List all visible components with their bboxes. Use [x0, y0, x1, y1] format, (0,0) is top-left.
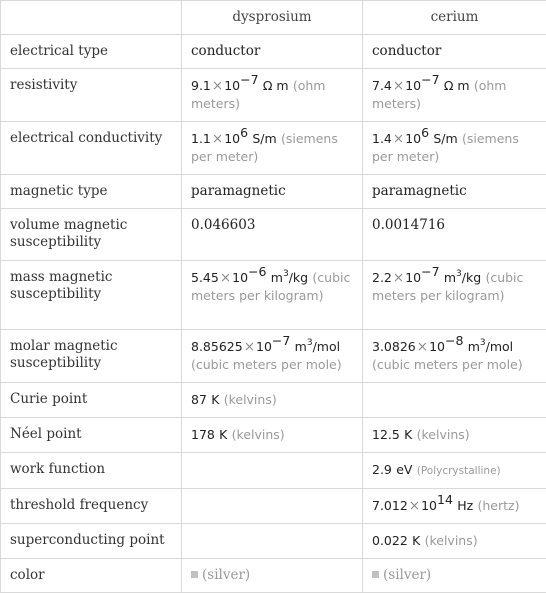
- exponent: −7: [240, 72, 258, 87]
- exponent: −7: [421, 72, 439, 87]
- unit-description: (ohm meters): [372, 78, 506, 111]
- row-label: magnetic type: [1, 175, 182, 209]
- header-cerium: cerium: [363, 1, 546, 35]
- unit-description: (siemens per meter): [191, 131, 338, 164]
- unit: $m^3$/mol: [468, 339, 513, 354]
- value-cell: [363, 559, 546, 593]
- mantissa: 1.4: [372, 131, 392, 146]
- value-cell: [363, 524, 546, 559]
- mantissa: 9.1: [191, 78, 211, 93]
- exponent: −7: [272, 333, 290, 348]
- table-row: [1, 383, 546, 418]
- unit-description: (siemens per meter): [372, 131, 519, 164]
- table-row: [1, 559, 546, 593]
- row-label: superconducting point: [1, 524, 182, 559]
- base: 10: [224, 131, 240, 146]
- value-cell: $7.012\times 10^{14}$ Hz (hertz): [363, 489, 546, 524]
- value-cell: conductor: [363, 35, 546, 69]
- unit: $m^3/kg$: [444, 270, 481, 285]
- value-cell: $9.1\times 10^{-7}$ Ω m (ohm meters): [182, 69, 363, 122]
- row-label: Curie point: [1, 383, 182, 418]
- table-row: [1, 524, 546, 559]
- exponent: −6: [248, 264, 266, 279]
- value-cell: $8.85625\times 10^{-7}$ $m^3$/mol (cubic meters per mole): [182, 330, 363, 383]
- value-cell-empty: [182, 453, 363, 489]
- unit: S/m: [433, 131, 457, 146]
- value-cell: 0.0014716: [363, 209, 546, 261]
- value-cell: $5.45\times 10^{-6}$ $m^3/kg$ (cubic meters per kilogram): [182, 261, 363, 330]
- mantissa: 3.0826: [372, 339, 416, 354]
- header-empty-cell: [1, 1, 182, 35]
- row-label: resistivity: [1, 69, 182, 122]
- value-cell: [182, 418, 363, 453]
- mantissa: 7.4: [372, 78, 392, 93]
- base: 10: [405, 78, 421, 93]
- header-dysprosium: dysprosium: [182, 1, 363, 35]
- unit: Hz: [457, 498, 473, 513]
- base: 10: [421, 498, 437, 513]
- value-number: 178: [191, 427, 215, 442]
- value-cell: paramagnetic: [363, 175, 546, 209]
- color-name: (silver): [202, 567, 250, 583]
- color-swatch: [372, 571, 379, 578]
- value-cell: $2.2\times 10^{-7}$ $m^3/kg$ (cubic meters per kilogram): [363, 261, 546, 330]
- mantissa: 5.45: [191, 270, 219, 285]
- unit-description: (ohm meters): [191, 78, 325, 111]
- base: 10: [429, 339, 445, 354]
- table-row: [1, 453, 546, 489]
- table-row: [1, 209, 546, 261]
- table-row: [1, 122, 546, 175]
- exponent: −8: [445, 333, 463, 348]
- value-number: 87: [191, 392, 207, 407]
- unit-description: (cubic meters per mole): [191, 357, 342, 372]
- row-label: molar magnetic susceptibility: [1, 330, 182, 383]
- value-number: 2.9: [372, 462, 392, 477]
- unit: K: [404, 427, 412, 442]
- value-cell: $1.1\times 10^6$ S/m (siemens per meter): [182, 122, 363, 175]
- unit: Ω m: [444, 78, 470, 93]
- row-label: mass magnetic susceptibility: [1, 261, 182, 330]
- base: 10: [224, 78, 240, 93]
- value-cell-empty: [182, 489, 363, 524]
- unit: K: [211, 392, 219, 407]
- table-row: [1, 69, 546, 122]
- color-name: (silver): [383, 567, 431, 583]
- base: 10: [256, 339, 272, 354]
- base: 10: [405, 270, 421, 285]
- value-cell: $3.0826\times 10^{-8}$ $m^3$/mol (cubic meters per mole): [363, 330, 546, 383]
- table-row: [1, 418, 546, 453]
- exponent: 6: [421, 125, 429, 140]
- row-label: electrical conductivity: [1, 122, 182, 175]
- row-label: work function: [1, 453, 182, 489]
- row-label: volume magnetic susceptibility: [1, 209, 182, 261]
- value-cell: $1.4\times 10^6$ S/m (siemens per meter): [363, 122, 546, 175]
- unit: Ω m: [263, 78, 289, 93]
- value-cell: 0.046603: [182, 209, 363, 261]
- base: 10: [405, 131, 421, 146]
- row-label: electrical type: [1, 35, 182, 69]
- table-row: [1, 35, 546, 69]
- value-cell: [182, 559, 363, 593]
- value-cell: [363, 453, 546, 489]
- unit: K: [412, 533, 420, 548]
- table-row: [1, 261, 546, 330]
- value-cell-empty: [182, 524, 363, 559]
- unit-description: (kelvins): [224, 392, 277, 407]
- mantissa: 2.2: [372, 270, 392, 285]
- exponent: 14: [437, 492, 453, 507]
- unit-description: (cubic meters per kilogram): [372, 270, 523, 303]
- unit: K: [219, 427, 227, 442]
- table-row: [1, 175, 546, 209]
- mantissa: 7.012: [372, 498, 408, 513]
- unit: $m^3/kg$: [271, 270, 308, 285]
- unit: $m^3$/mol: [295, 339, 340, 354]
- mantissa: 8.85625: [191, 339, 243, 354]
- color-swatch: [191, 571, 198, 578]
- value-number: 12.5: [372, 427, 400, 442]
- unit-description: (kelvins): [417, 427, 470, 442]
- value-cell: [363, 418, 546, 453]
- mantissa: 1.1: [191, 131, 211, 146]
- value-cell: paramagnetic: [182, 175, 363, 209]
- exponent: 6: [240, 125, 248, 140]
- unit-description: (hertz): [477, 498, 519, 513]
- base: 10: [232, 270, 248, 285]
- unit: eV: [396, 462, 412, 477]
- unit: S/m: [252, 131, 276, 146]
- table-row: [1, 330, 546, 383]
- table-row: [1, 489, 546, 524]
- header-row: [1, 1, 546, 35]
- exponent: −7: [421, 264, 439, 279]
- unit-description: (Polycrystalline): [417, 465, 501, 477]
- unit-description: (cubic meters per kilogram): [191, 270, 350, 303]
- value-cell: conductor: [182, 35, 363, 69]
- row-label: Néel point: [1, 418, 182, 453]
- unit-description: (cubic meters per mole): [372, 357, 523, 372]
- row-label: color: [1, 559, 182, 593]
- value-cell: [182, 383, 363, 418]
- unit-description: (kelvins): [232, 427, 285, 442]
- unit-description: (kelvins): [425, 533, 478, 548]
- value-cell-empty: [363, 383, 546, 418]
- value-cell: $7.4\times 10^{-7}$ Ω m (ohm meters): [363, 69, 546, 122]
- value-number: 0.022: [372, 533, 408, 548]
- row-label: threshold frequency: [1, 489, 182, 524]
